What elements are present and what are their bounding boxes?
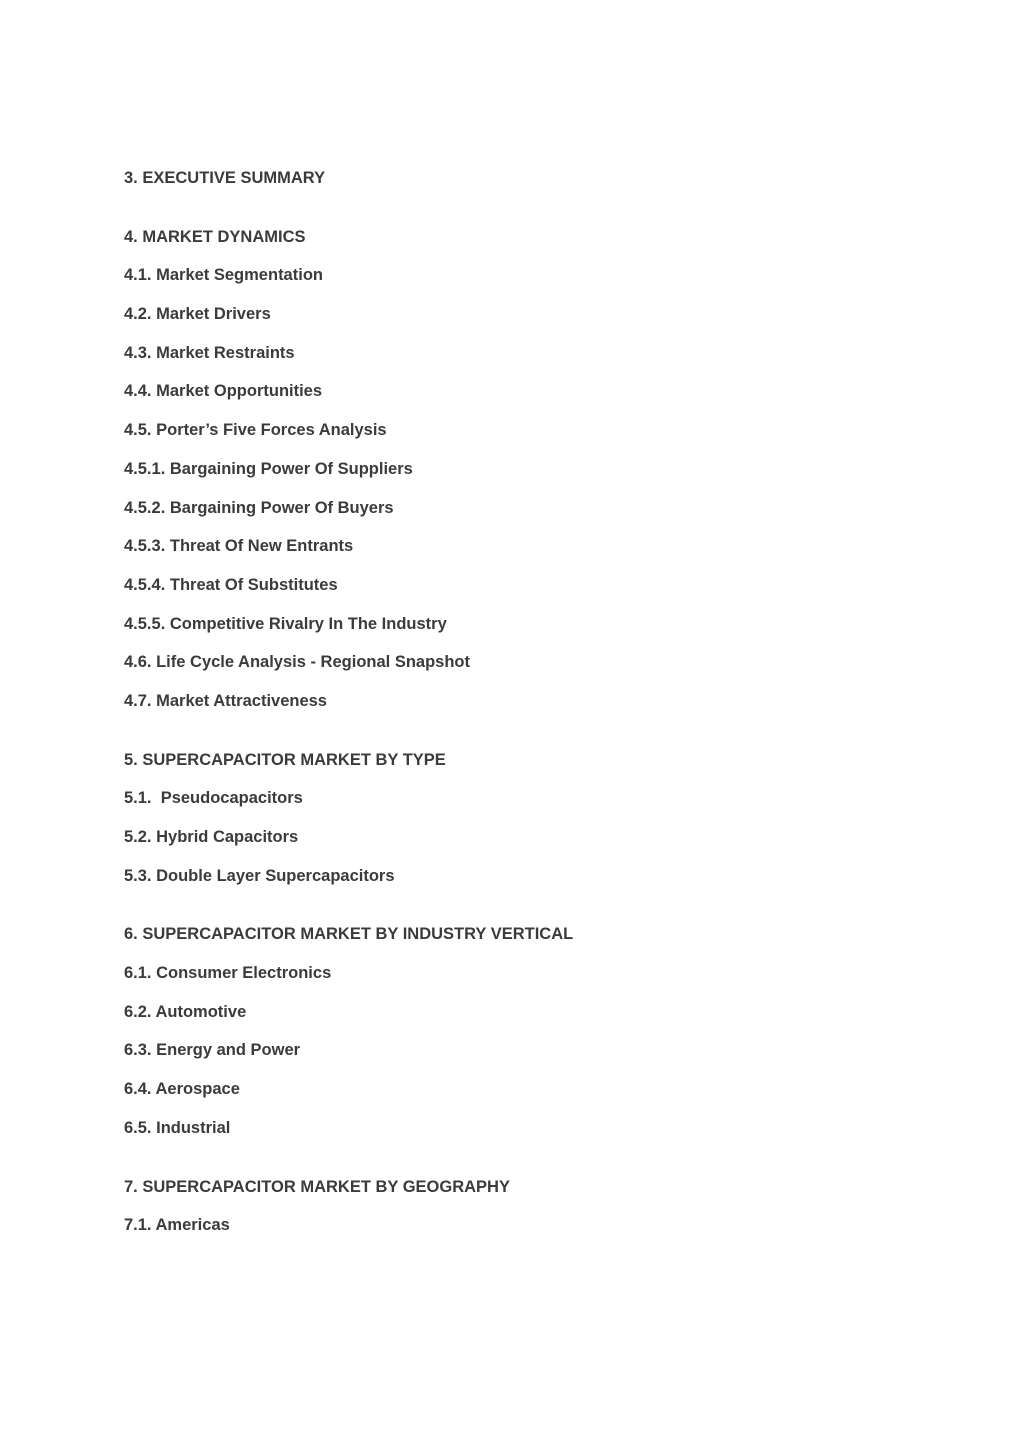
toc-item: 4.6. Life Cycle Analysis - Regional Snapshot — [124, 653, 470, 672]
toc-item: 4.3. Market Restraints — [124, 343, 295, 362]
toc-item: 5.1. Pseudocapacitors — [124, 789, 303, 808]
toc-heading-market-by-type: 5. SUPERCAPACITOR MARKET BY TYPE — [124, 750, 446, 769]
toc-item: 5.3. Double Layer Supercapacitors — [124, 866, 395, 885]
toc-item: 4.7. Market Attractiveness — [124, 691, 327, 710]
toc-heading-executive-summary: 3. EXECUTIVE SUMMARY — [124, 169, 326, 187]
toc-item: 4.4. Market Opportunities — [124, 382, 323, 401]
toc-item: 6.5. Industrial — [124, 1118, 231, 1137]
toc-heading-market-by-geography: 7. SUPERCAPACITOR MARKET BY GEOGRAPHY — [124, 1177, 510, 1196]
toc-item: 6.4. Aerospace — [124, 1080, 240, 1099]
table-of-contents — [124, 168, 924, 1254]
toc-heading-market-dynamics: 4. MARKET DYNAMICS — [124, 227, 306, 246]
toc-item: 5.2. Hybrid Capacitors — [124, 828, 299, 846]
toc-item: 6.1. Consumer Electronics — [124, 964, 332, 983]
toc-item: 4.5.2. Bargaining Power Of Buyers — [124, 498, 394, 517]
toc-item: 7.1. Americas — [124, 1216, 230, 1235]
toc-item: 6.2. Automotive — [124, 1002, 247, 1021]
toc-item: 4.5.5. Competitive Rivalry In The Industry — [124, 614, 447, 633]
toc-item: 4.5.3. Threat Of New Entrants — [124, 537, 354, 556]
toc-item: 4.5.1. Bargaining Power Of Suppliers — [124, 459, 413, 478]
toc-item: 4.2. Market Drivers — [124, 305, 271, 324]
toc-item: 4.5. Porter’s Five Forces Analysis — [124, 421, 387, 440]
toc-item: 6.3. Energy and Power — [124, 1041, 301, 1060]
toc-item: 4.5.4. Threat Of Substitutes — [124, 575, 338, 594]
toc-heading-market-by-industry-vertical: 6. SUPERCAPACITOR MARKET BY INDUSTRY VERTICAL — [124, 925, 574, 944]
toc-item: 4.1. Market Segmentation — [124, 266, 323, 285]
